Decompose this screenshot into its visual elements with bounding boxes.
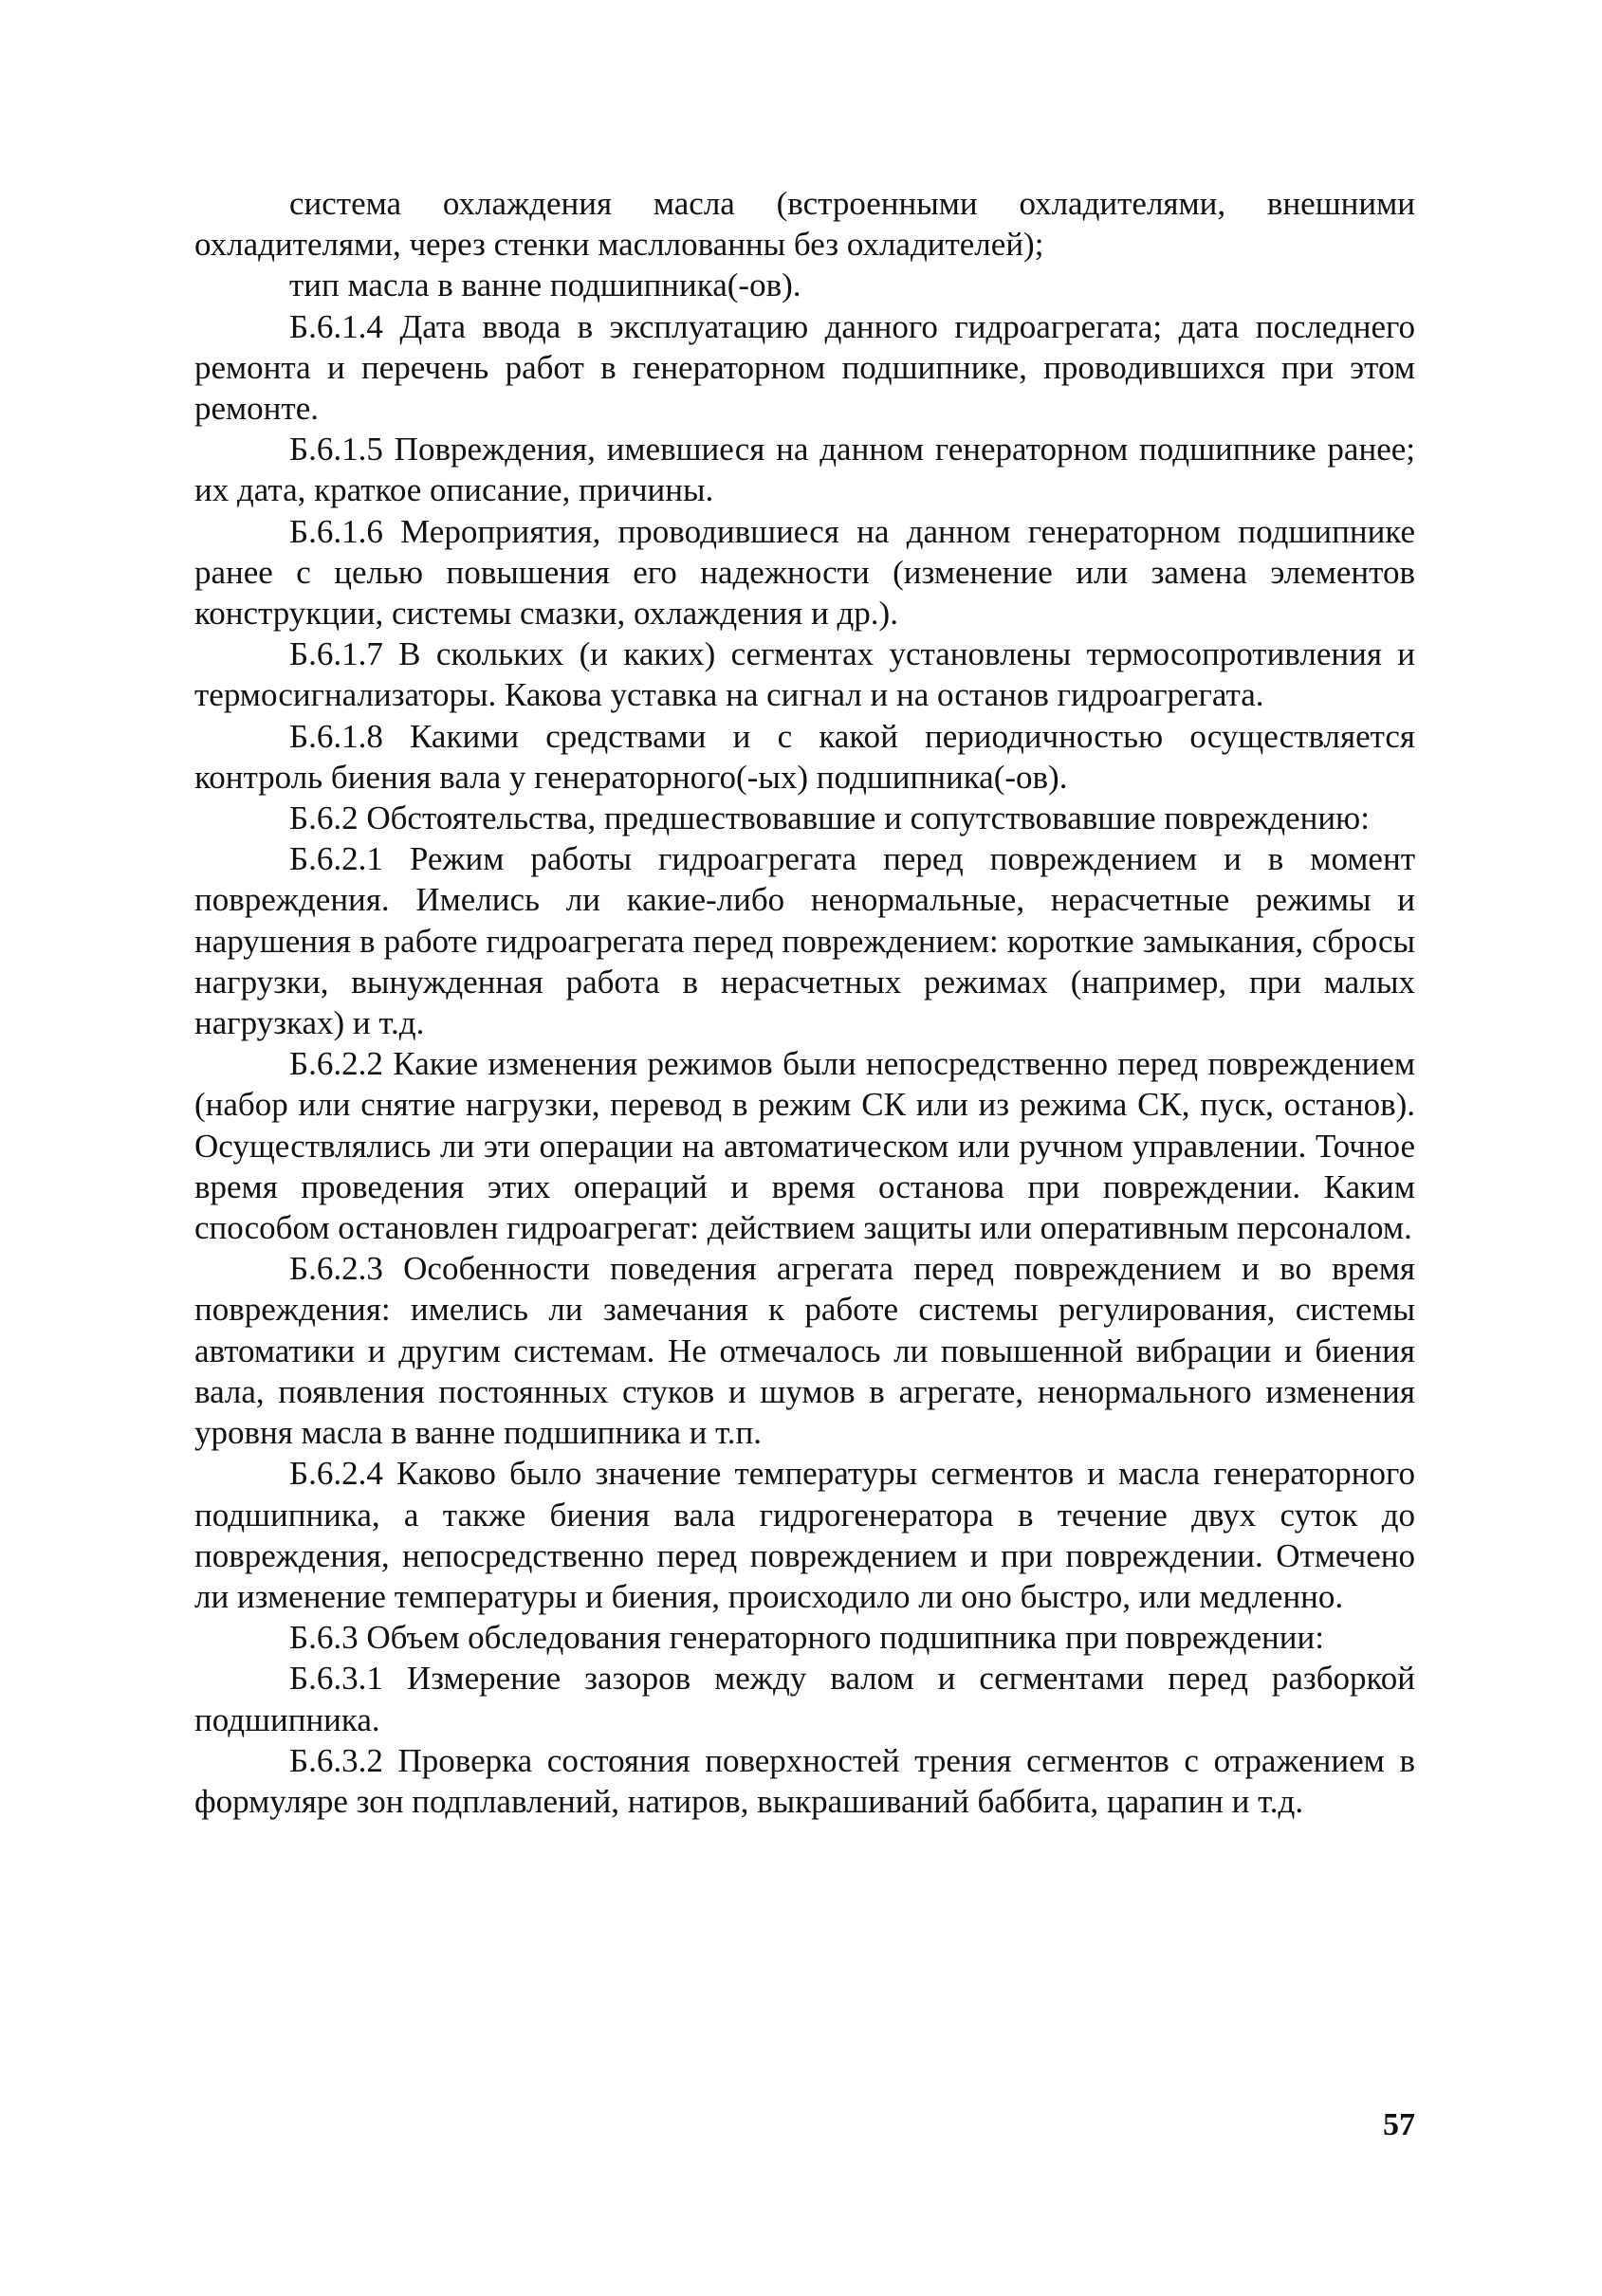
paragraph-b-6-2-1: Б.6.2.1 Режим работы гидроагрегата перед повреждением и в момент повреждения. Имелись ли какие-либо ненормальные, нерасчетные режимы и нарушения в работе гидроагрегата перед повреждением: короткие замыкания, сбросы нагрузки, вынужденная работа в нерасчетных режимах (например, при малых нагрузках) и т.д.: [194, 840, 1415, 1042]
paragraph-cooling-system: система охлаждения масла (встроенными охладителями, внешними охладителями, через стенки масллованны без охладителей);: [194, 185, 1415, 264]
page-number: 57: [1383, 2107, 1415, 2142]
paragraph-b-6-1-7: Б.6.1.7 В скольких (и каких) сегментах установлены термосопротивления и термосигнализаторы. Какова уставка на сигнал и на останов гидроагрегата.: [194, 635, 1415, 714]
paragraph-b-6-2: Б.6.2 Обстоятельства, предшествовавшие и сопутствовавшие повреждению:: [289, 799, 1370, 837]
paragraph-b-6-2-2: Б.6.2.2 Какие изменения режимов были непосредственно перед повреждением (набор или снятие нагрузки, перевод в режим СК или из режима СК, пуск, останов). Осуществлялись ли эти операции на автоматическом или ручном управлении. Точное время проведения этих операций и время останова при повреждении. Каким способом остановлен гидроагрегат: действием защиты или оперативным персоналом.: [194, 1045, 1415, 1247]
paragraph-b-6-1-5: Б.6.1.5 Повреждения, имевшиеся на данном генераторном подшипнике ранее; их дата, краткое описание, причины.: [194, 431, 1415, 509]
paragraph-b-6-3-2: Б.6.3.2 Проверка состояния поверхностей трения сегментов с отражением в формуляре зон подплавлений, натиров, выкрашиваний баббита, царапин и т.д.: [194, 1741, 1415, 1820]
paragraph-b-6-3: Б.6.3 Объем обследования генераторного подшипника при повреждении:: [289, 1619, 1324, 1657]
paragraph-b-6-3-1: Б.6.3.1 Измерение зазоров между валом и сегментами перед разборкой подшипника.: [194, 1660, 1415, 1738]
paragraph-b-6-1-8: Б.6.1.8 Какими средствами и с какой периодичностью осуществляется контроль биения вала у генераторного(-ых) подшипника(-ов).: [194, 717, 1415, 796]
paragraph-b-6-1-4: Б.6.1.4 Дата ввода в эксплуатацию данного гидроагрегата; дата последнего ремонта и перечень работ в генераторном подшипнике, проводившихся при этом ремонте.: [194, 307, 1415, 428]
paragraph-b-6-2-4: Б.6.2.4 Каково было значение температуры сегментов и масла генераторного подшипника, а также биения вала гидрогенератора в течение двух суток до повреждения, непосредственно перед повреждением и при повреждении. Отмечено ли изменение температуры и биения, происходило ли оно быстро, или медленно.: [194, 1455, 1415, 1615]
paragraph-oil-type: тип масла в ванне подшипника(-ов).: [289, 266, 801, 304]
paragraph-b-6-2-3: Б.6.2.3 Особенности поведения агрегата перед повреждением и во время повреждения: имелись ли замечания к работе системы регулирования, системы автоматики и другим системам. Не отмечалось ли повышенной вибрации и биения вала, появления постоянных стуков и шумов в агрегате, ненормального изменения уровня масла в ванне подшипника и т.п.: [194, 1250, 1415, 1452]
document-body: [194, 183, 1415, 1822]
paragraph-b-6-1-6: Б.6.1.6 Мероприятия, проводившиеся на данном генераторном подшипнике ранее с целью повышения его надежности (изменение или замена элементов конструкции, системы смазки, охлаждения и др.).: [194, 512, 1415, 633]
